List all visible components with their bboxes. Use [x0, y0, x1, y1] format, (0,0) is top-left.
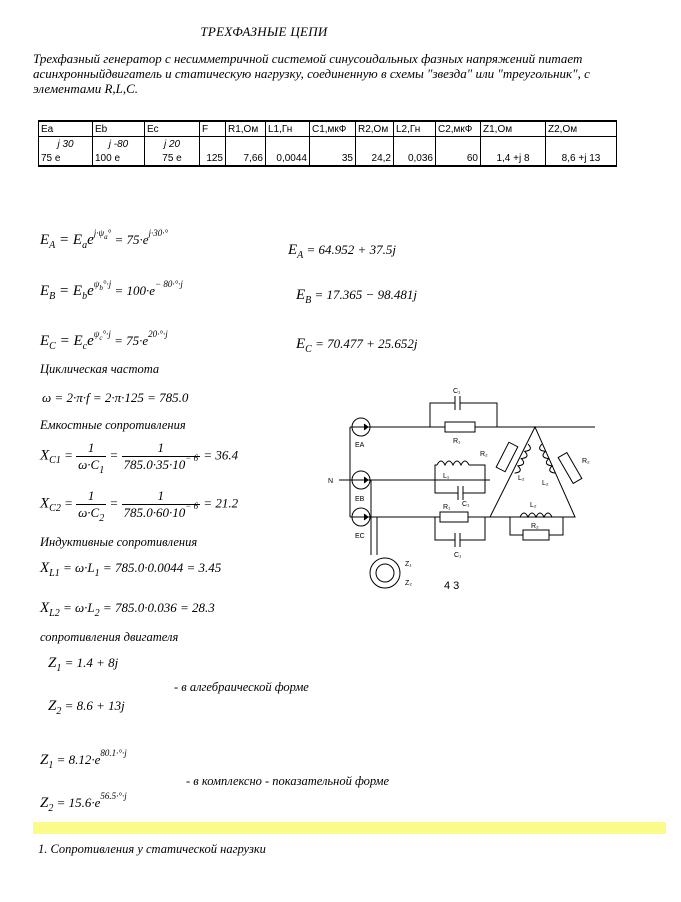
label-ec: EC [355, 533, 365, 540]
equation-eb-value: $E_B = 17.365 - 98.481j$ [296, 287, 417, 306]
source-ec [352, 508, 370, 526]
header-ea: Ea [39, 121, 93, 137]
cell-eb-exp: j -80 [93, 137, 145, 152]
header-l2: L2,Гн [394, 121, 436, 137]
source-ea [352, 418, 370, 436]
header-eb: Eb [93, 121, 145, 137]
header-l1: L1,Гн [266, 121, 310, 137]
label-n: N [328, 478, 334, 485]
label-z2: Z₂ [405, 580, 412, 587]
problem-statement: Трехфазный генератор с несимметричной системой синусоидальных фазных напряжений питает асинхронныйдвигатель и статическую нагрузку, соединенную в схемы "звезда" или "треугольник", с элементами R,L,C. [33, 51, 590, 96]
equation-z1-algebraic: $Z_1 = 1.4 + 8j$ [48, 655, 119, 674]
cell-c2: 60 [436, 151, 481, 166]
label-c1-mid: C₁ [462, 501, 470, 508]
header-r2: R2,Ом [356, 121, 394, 137]
cell-ec-exp: j 20 [145, 137, 200, 152]
inductor-l1 [437, 461, 469, 465]
equation-xl1: $X_{L1} = \omega\cdot L_1 = 785.0\cdot 0.0044 = 3.45$ [40, 560, 222, 579]
exponential-form-note: - в комплексно - показательной форме [186, 774, 390, 788]
header-r1: R1,Ом [226, 121, 266, 137]
label-l2-bottom: L₂ [530, 502, 537, 509]
label-l1: L₁ [443, 473, 450, 480]
motor [370, 558, 400, 588]
cell-z1: 1,4 +j 8 [481, 151, 546, 166]
highlight-band [33, 822, 666, 834]
label-c1-top: C₁ [453, 388, 461, 395]
table-row [39, 137, 617, 152]
resistor-r2-bottom [523, 530, 549, 540]
circuit-diagram [325, 385, 605, 595]
header-c1: C1,мкФ [310, 121, 356, 137]
label-eb: EB [355, 496, 365, 503]
source-eb [352, 471, 370, 489]
page-title: ТРЕХФАЗНЫЕ ЦЕПИ [200, 24, 328, 39]
header-ec: Ec [145, 121, 200, 137]
equation-omega: ω = 2·π·f = 2·π·125 = 785.0 [42, 390, 189, 405]
cell-r2: 24,2 [356, 151, 394, 166]
equation-ea-definition: $E_A = E_ae^{j\cdot\psi a^\circ} = 75\cdot e^{j\cdot 30\cdot^\circ}$ [40, 228, 169, 251]
equation-z1-exponential: $Z_1 = 8.12\cdot e^{80.1\cdot^\circ\cdot j}$ [40, 748, 127, 771]
label-l2-right: L₂ [542, 480, 549, 487]
resistor-r1-low [440, 512, 468, 522]
header-z2: Z2,Ом [546, 121, 617, 137]
inductor-l2-right [538, 444, 555, 475]
equation-z2-exponential: $Z_2 = 15.6\cdot e^{56.5\cdot^\circ\cdot j}$ [40, 791, 127, 814]
motor-impedance-label: сопротивления двигателя [40, 630, 179, 644]
resistor-r1-top [445, 422, 475, 432]
cell-ec: 75 e [145, 151, 200, 166]
cyclic-frequency-label: Циклическая частота [40, 362, 160, 376]
label-r2-right: R₂ [582, 458, 590, 465]
resistor-r2-right [558, 453, 582, 484]
cell-r1: 7,66 [226, 151, 266, 166]
label-z1: Z₁ [405, 561, 412, 568]
cell-eb: 100 e [93, 151, 145, 166]
cell-f: 125 [200, 151, 226, 166]
cell-l2: 0,036 [394, 151, 436, 166]
equation-eb-definition: $E_B = E_be^{\psi b^\circ\cdot j} = 100\cdot e^{- 80\cdot^\circ\cdot j}$ [40, 279, 183, 302]
cell-z2: 8,6 +j 13 [546, 151, 617, 166]
label-r1-low: R₁ [443, 504, 451, 511]
cell-l1: 0,0044 [266, 151, 310, 166]
equation-xc1: $X_{C1}$ = $\frac{1}{\omega\cdot C_1}$ = $\frac{1}{785.0\cdot 35\cdot 10^{- 6}}$ = 36.4 [40, 440, 239, 476]
header-f: F [200, 121, 226, 137]
label-c1-low: C₁ [454, 552, 462, 559]
table-row [39, 151, 617, 166]
label-ea: EA [355, 442, 365, 449]
inductive-reactance-label: Индуктивные сопротивления [40, 535, 198, 549]
label-l2-left: L₂ [518, 475, 525, 482]
parameters-table [38, 120, 617, 167]
cell-c1: 35 [310, 151, 356, 166]
label-r2-bottom: R₂ [531, 523, 539, 530]
header-z1: Z1,Ом [481, 121, 546, 137]
section-heading-1: 1. Сопротивления у статической нагрузки [38, 842, 266, 856]
table-header-row [39, 121, 617, 137]
label-r1-top: R₁ [453, 438, 461, 445]
equation-ec-value: $E_C = 70.477 + 25.652j$ [296, 336, 418, 355]
cell-ea: 75 e [39, 151, 93, 166]
algebraic-form-note: - в алгебраической форме [174, 680, 309, 694]
cell-ea-exp: j 30 [39, 137, 93, 152]
equation-ea-value: $E_A = 64.952 + 37.5j$ [288, 242, 396, 261]
equation-ec-definition: $E_C = E_ce^{\psi c^\circ\cdot j} = 75\cdot e^{20\cdot^\circ\cdot j}$ [40, 329, 168, 352]
label-r2-left: R₂ [480, 451, 488, 458]
header-c2: C2,мкФ [436, 121, 481, 137]
equation-xc2: $X_{C2}$ = $\frac{1}{\omega\cdot C_2}$ = $\frac{1}{785.0\cdot 60\cdot 10^{- 6}}$ = 21.2 [40, 488, 239, 524]
figure-label: 4 3 [444, 580, 460, 592]
capacitive-reactance-label: Емкостные сопротивления [40, 418, 186, 432]
inductor-l2-bottom [520, 513, 552, 517]
equation-z2-algebraic: $Z_2 = 8.6 + 13j$ [48, 698, 125, 717]
equation-xl2: $X_{L2} = \omega\cdot L_2 = 785.0\cdot 0.036 = 28.3$ [40, 600, 215, 619]
